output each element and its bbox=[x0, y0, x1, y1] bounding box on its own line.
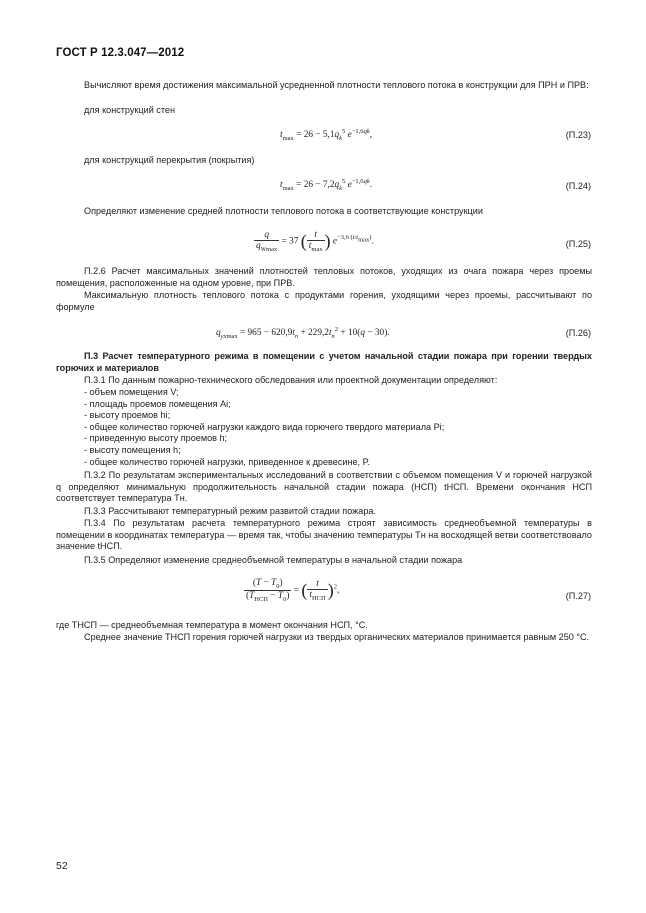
equation-number-p23: (П.23) bbox=[565, 130, 591, 140]
list-item: - общее количество горючей нагрузки каждого вида горючего твердого материала Pi; bbox=[84, 421, 445, 432]
ceiling-label: для конструкций перекрытия (покрытия) bbox=[84, 155, 255, 165]
list-item: - объем помещения V; bbox=[84, 387, 179, 397]
equation-number-p24: (П.24) bbox=[565, 181, 591, 191]
paragraph-p3-5: П.3.5 Определяют изменение среднеобъемной температуры в начальной стадии пожара bbox=[84, 555, 463, 565]
paragraph-p2-6: П.2.6 Расчет максимальных значений плотностей тепловых потоков, уходящих из очага пожара через проемы помещения, расположенные на одном уровне, при ПРВ. bbox=[56, 266, 592, 288]
formula-p26: $q_{yxmax} = 965 - 620,9t_n + 229,2t_n^2 + 10(q - 30)$. bbox=[216, 326, 390, 340]
formula-p23: $t_{max} = 26 - 5,1q_k^5$ $e^{-1,6qk}$, bbox=[280, 128, 373, 142]
average-value-paragraph: Среднее значение TНСП горения горючей нагрузки из твердых органических материалов принимается равным 250 °С. bbox=[84, 632, 590, 642]
list-item: - высоту помещения h; bbox=[84, 444, 181, 455]
page-number: 52 bbox=[56, 860, 68, 872]
equation-number-p25: (П.25) bbox=[565, 239, 591, 249]
paragraph-p3-3: П.3.3 Рассчитывают температурный режим развитой стадии пожара. bbox=[84, 506, 376, 516]
formula-p27: $\frac{(T - T_0)}{(T_{НСП} - T_0)}$ = ( $\frac{t}{t_{НСП}}$ )$^2$, bbox=[246, 578, 340, 603]
paragraph-p3-4: П.3.4 По результатам расчета температурного режима строят зависимость среднеобъемной температуры в помещении в координатах температура — время так, чтобы значению температуры Tн на восходящей ветви соответствовало значение tНСП. bbox=[56, 518, 592, 552]
paragraph-p3-1: П.3.1 По данным пожарно-технического обследования или проектной документации определяют: bbox=[84, 375, 498, 385]
formula-p24: $t_{max} = 26 - 7,2q_k^5$ $e^{-1,6qk}$. bbox=[280, 178, 373, 192]
intro-paragraph: Вычисляют время достижения максимальной усредненной плотности теплового потока в конструкции для ПРН и ПРВ: bbox=[84, 80, 589, 90]
list-item: - общее количество горючей нагрузки, приведенное к древесине, P. bbox=[84, 456, 371, 467]
section-heading-p3: П.3 Расчет температурного режима в помещении с учетом начальной стадии пожара при горении твердых горючих и материалов bbox=[56, 351, 592, 373]
max-density-paragraph: Максимальную плотность теплового потока с продуктами горения, уходящими через проемы, рассчитывают по формуле bbox=[56, 290, 592, 312]
where-paragraph: где TНСП — среднеобъемная температура в момент окончания НСП, °С. bbox=[56, 620, 368, 630]
parameters-list bbox=[84, 387, 444, 468]
walls-label: для конструкций стен bbox=[84, 105, 175, 115]
paragraph-p3-2: П.3.2 По результатам экспериментальных исследований в соответствии с объемом помещения V и горючей нагрузкой q определяют минимальную продолжительность начальной стадии пожара (НСП) tНСП. Времени окончания НСП соответствует температура Tн. bbox=[56, 470, 592, 504]
equation-number-p26: (П.26) bbox=[565, 328, 591, 338]
list-item: - приведенную высоту проемов h; bbox=[84, 433, 228, 444]
list-item: - площадь проемов помещения Ai; bbox=[84, 398, 231, 409]
change-paragraph: Определяют изменение средней плотности теплового потока в соответствующие конструкции bbox=[84, 206, 483, 216]
document-header: ГОСТ Р 12.3.047—2012 bbox=[56, 47, 185, 59]
equation-number-p27: (П.27) bbox=[565, 591, 591, 601]
list-item: - высоту проемов hi; bbox=[84, 410, 171, 421]
formula-p25: $\frac{q}{q_{Wmax}}$ = 37 ( $\frac{t}{t_{max}}$ ) $e^{-3,6 (t/t_{max})}$. bbox=[256, 230, 374, 253]
